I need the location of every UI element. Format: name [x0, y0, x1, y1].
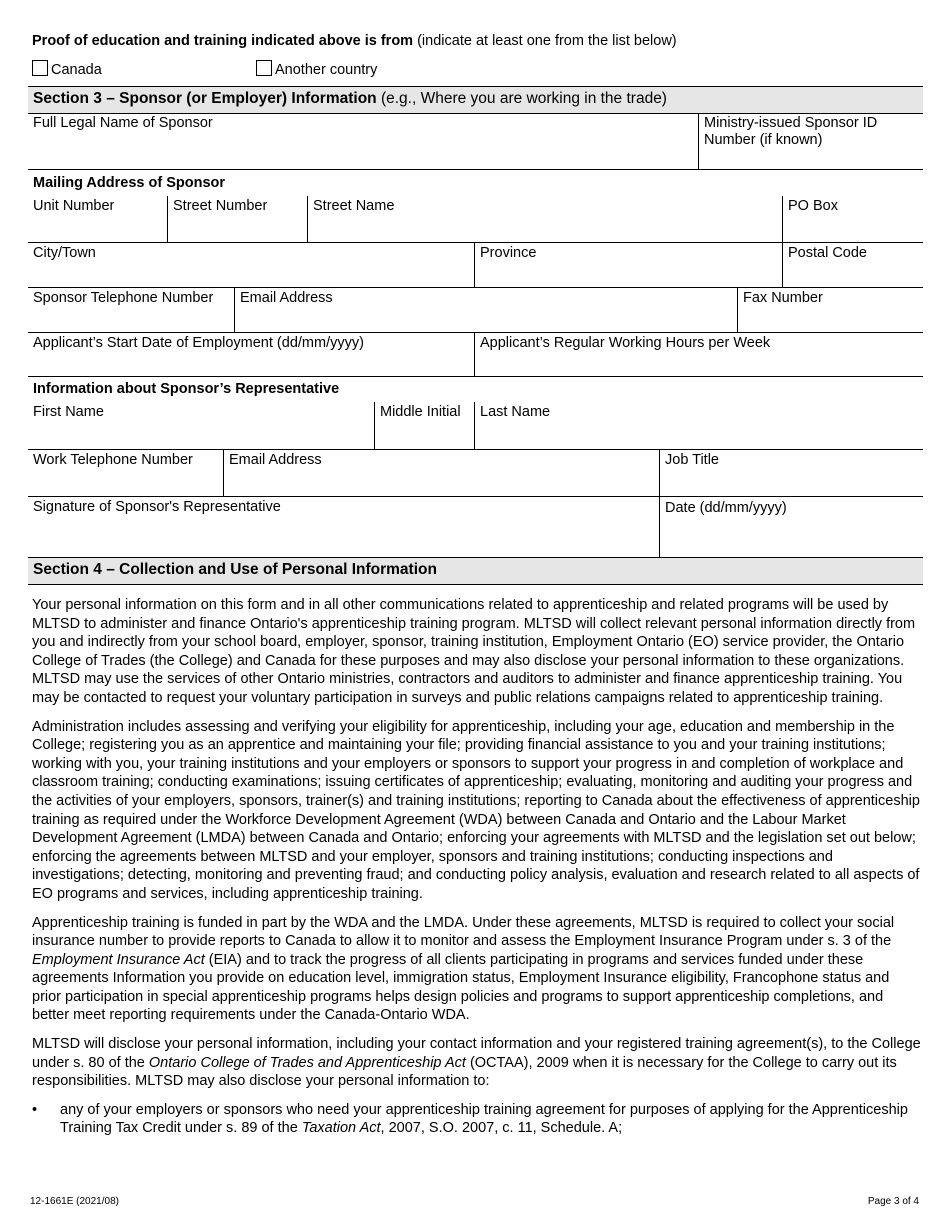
employment-row: [28, 333, 923, 377]
paragraph-4-act: Ontario College of Trades and Apprenticeship Act: [148, 1054, 466, 1071]
sponsor-name-row: [28, 113, 923, 170]
street-name-field[interactable]: [307, 196, 782, 242]
province-field[interactable]: [474, 243, 782, 287]
bullet-text-part-b: , 2007, S.O. 2007, c. 11, Schedule. A;: [380, 1120, 623, 1137]
start-date-label: Applicant’s Start Date of Employment (dd/mm/yyyy): [33, 335, 364, 351]
paragraph-4-part-b: (OCTAA), 2009 when it is necessary for the College to carry out its responsibilities. MLTSD may also disclose your personal information to:: [32, 1054, 897, 1090]
date-field[interactable]: [659, 497, 923, 557]
canada-label: Canada: [51, 62, 102, 78]
signature-label: Signature of Sponsor's Representative: [33, 499, 281, 515]
sponsor-email-field[interactable]: [234, 288, 737, 332]
job-title-label: Job Title: [665, 452, 719, 468]
bullet-text: [60, 1101, 922, 1138]
working-hours-label: Applicant’s Regular Working Hours per Week: [480, 335, 771, 351]
address-row-2: [28, 243, 923, 288]
ministry-id-field[interactable]: [698, 113, 923, 169]
sponsor-phone-field[interactable]: [28, 288, 234, 332]
postal-code-field[interactable]: [782, 243, 923, 287]
ministry-id-label: Ministry-issued Sponsor ID Number (if known): [704, 115, 878, 148]
po-box-field[interactable]: [782, 196, 923, 242]
section4-header: [28, 557, 923, 585]
work-phone-field[interactable]: [28, 450, 223, 496]
paragraph-3-act: Employment Insurance Act: [32, 951, 205, 968]
working-hours-field[interactable]: [474, 333, 923, 376]
postal-code-label: Postal Code: [788, 245, 867, 261]
rep-email-label: Email Address: [229, 452, 322, 468]
section4-title: Section 4 – Collection and Use of Personal Information: [33, 561, 437, 578]
paragraph-2: Administration includes assessing and verifying your eligibility for apprenticeship, including your age, education and membership in the College; registering you as an apprentice and maintaining your file; providing financial assistance to you and your training institutions; working with you, your training institutions and your employers or sponsors to support your progress in and completion of workplace and classroom training; conducting examinations; issuing certificates of apprenticeship; evaluating, monitoring and auditing your progress and the activities of your employers, sponsors, trainer(s) and training institutions; reporting to Canada about the effectiveness of apprenticeship training as required under the Workforce Development Agreement (WDA) between Canada and Ontario and the Labour Market Development Agreement (LMDA) between Canada and Ontario; enforcing your agreements with MLTSD and the legislation set out below; enforcing the agreements between MLTSD and your employer, sponsors and training institutions; conducting inspections and investigations; detecting, monitoring and preventing fraud; and conducting policy analysis, evaluation and research related to all aspects of EO programs and services, including apprenticeship training.: [32, 718, 920, 902]
bullet-text-part-a: any of your employers or sponsors who need your apprenticeship training agreement for purposes of applying for the Apprenticeship Training Tax Credit under s. 89 of the: [60, 1101, 908, 1137]
paragraph-1: Your personal information on this form and in all other communications related to apprenticeship and related programs will be used by MLTSD to administer and finance Ontario's apprenticeship training program. MLTSD will collect relevant personal information directly from you and indirectly from your school board, employer, sponsor, training institution, Employment Ontario (EO) service provider, the Ontario College of Trades (the College) and Canada for these purposes and may also disclose your personal information to these organizations. MLTSD may use the services of other Ontario ministries, contractors and auditors to administer and finance apprenticeship training. You may be contacted to request your voluntary participation in surveys and public relations campaigns related to apprenticeship training.: [32, 597, 916, 706]
proof-instruction: [32, 33, 677, 49]
date-label: Date (dd/mm/yyyy): [665, 500, 787, 516]
proof-instruction-rest: (indicate at least one from the list below): [413, 33, 677, 49]
signature-row: [28, 497, 923, 557]
city-field[interactable]: [28, 243, 474, 287]
proof-instruction-bold: Proof of education and training indicated above is from: [32, 33, 414, 49]
paragraph-4-part-a: MLTSD will disclose your personal information, including your contact information and your registered training agreement(s), to the College under s. 80 of the: [32, 1036, 921, 1071]
job-title-field[interactable]: [659, 450, 923, 496]
rep-name-row: [28, 402, 923, 450]
rep-email-field[interactable]: [223, 450, 659, 496]
address-row-1: [28, 196, 923, 243]
first-name-label: First Name: [33, 404, 104, 420]
fax-number-field[interactable]: [737, 288, 923, 332]
sponsor-email-label: Email Address: [240, 290, 333, 306]
first-name-field[interactable]: [28, 402, 374, 449]
unit-number-label: Unit Number: [33, 198, 115, 214]
sponsor-contact-row: [28, 288, 923, 333]
signature-field[interactable]: [28, 497, 659, 557]
paragraph-3-part-b: (EIA) and to track the progress of all clients participating in programs and services funded under these agreements Information you provide on education level, immigration status, Employment Insurance eligibility, Francophone status and prior participation in special apprenticeship programs helps design policies and programs to support apprenticeship completions, and better meet reporting requirements under the Canada-Ontario WDA.: [32, 951, 890, 1024]
another-country-option[interactable]: [256, 60, 377, 78]
another-country-checkbox[interactable]: [256, 60, 272, 76]
canada-checkbox[interactable]: [32, 60, 48, 76]
start-date-field[interactable]: [28, 333, 474, 376]
bullet-dot: •: [32, 1101, 38, 1118]
bullet-item: [32, 1101, 922, 1138]
paragraph-3: [32, 914, 922, 1026]
section3-title: Section 3 – Sponsor (or Employer) Information: [33, 90, 377, 107]
full-legal-name-label: Full Legal Name of Sponsor: [33, 115, 213, 131]
section3-header: [28, 86, 923, 114]
province-label: Province: [480, 245, 537, 261]
paragraph-3-part-a: Apprenticeship training is funded in part by the WDA and the LMDA. Under these agreements, MLTSD is required to collect your social insurance number to provide reports to Canada to allow it to monitor and assess the Employment Insurance Program under s. 3 of the: [32, 914, 895, 950]
canada-option[interactable]: [32, 60, 102, 78]
section3-subtitle: (e.g., Where you are working in the trade): [376, 90, 667, 107]
rep-contact-row: [28, 450, 923, 497]
mailing-address-heading: Mailing Address of Sponsor: [33, 175, 226, 191]
sponsor-phone-label: Sponsor Telephone Number: [33, 290, 214, 306]
last-name-field[interactable]: [474, 402, 923, 449]
po-box-label: PO Box: [788, 198, 838, 214]
street-number-label: Street Number: [173, 198, 268, 214]
fax-number-label: Fax Number: [743, 290, 823, 306]
section4-body: [32, 596, 922, 1138]
middle-initial-label: Middle Initial: [380, 404, 461, 420]
form-number: 12-1661E (2021/08): [30, 1196, 119, 1207]
page-number: Page 3 of 4: [867, 1196, 919, 1207]
street-number-field[interactable]: [167, 196, 307, 242]
paragraph-4: [32, 1035, 922, 1091]
work-phone-label: Work Telephone Number: [33, 452, 193, 468]
full-legal-name-field[interactable]: [28, 113, 698, 169]
another-country-label: Another country: [275, 62, 378, 78]
street-name-label: Street Name: [313, 198, 395, 214]
middle-initial-field[interactable]: [374, 402, 474, 449]
unit-number-field[interactable]: [28, 196, 167, 242]
bullet-act: Taxation Act: [301, 1120, 381, 1137]
city-label: City/Town: [33, 245, 96, 261]
last-name-label: Last Name: [480, 404, 551, 420]
representative-heading: Information about Sponsor’s Representative: [33, 381, 340, 397]
